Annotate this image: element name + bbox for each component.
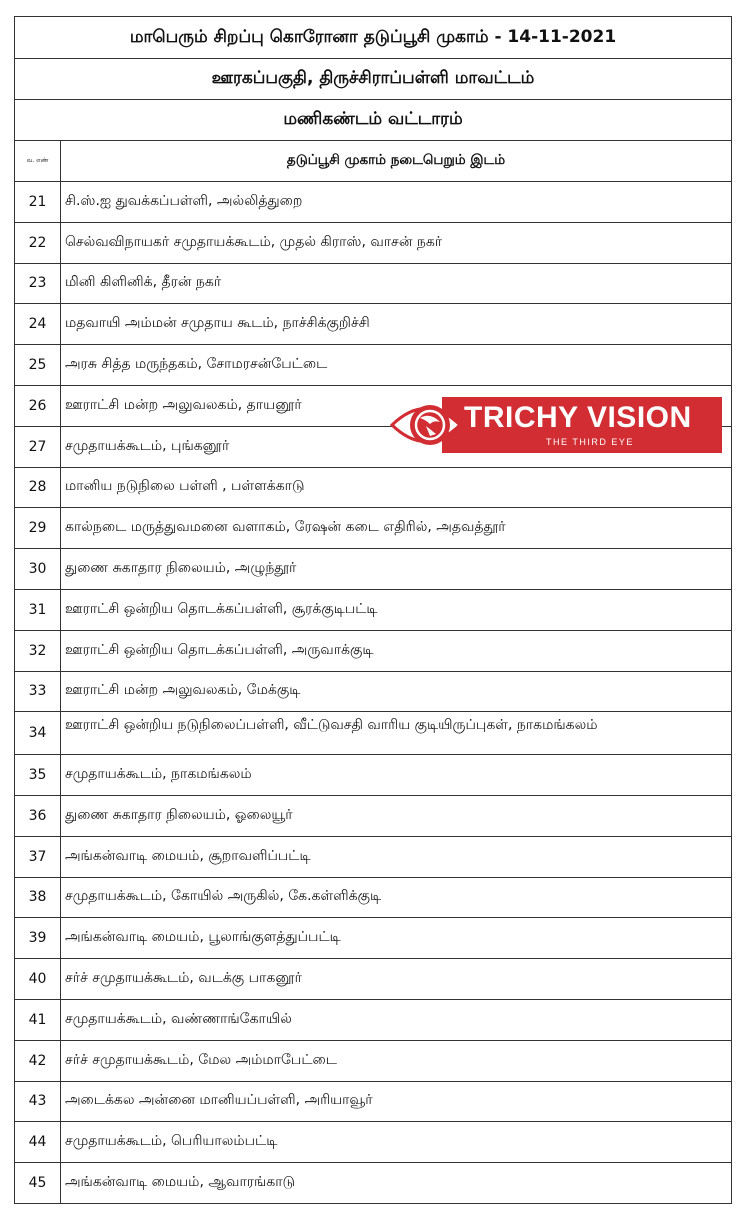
camp-location-cell: துணை சுகாதார நிலையம், ஓலையூர் bbox=[61, 795, 732, 836]
table-row bbox=[15, 1040, 732, 1081]
trichy-vision-watermark bbox=[386, 397, 722, 453]
table-row bbox=[15, 959, 732, 1000]
serial-number-cell: 32 bbox=[15, 630, 61, 671]
table-row bbox=[15, 508, 732, 549]
serial-number-cell: 24 bbox=[15, 304, 61, 345]
document-title: மாபெரும் சிறப்பு கொரோனா தடுப்பூசி முகாம் - 14-11-2021 bbox=[15, 17, 732, 59]
serial-number-cell: 33 bbox=[15, 671, 61, 712]
block-row bbox=[15, 100, 732, 141]
table-row bbox=[15, 222, 732, 263]
district-subtitle: ஊரகப்பகுதி, திருச்சிராப்பள்ளி மாவட்டம் bbox=[15, 59, 732, 100]
table-row bbox=[15, 999, 732, 1040]
camp-location-cell: சமுதாயக்கூடம், கோயில் அருகில், கே.கள்ளிக்குடி bbox=[61, 877, 732, 918]
camp-location-cell: சமுதாயக்கூடம், வண்ணாங்கோயில் bbox=[61, 999, 732, 1040]
table-row bbox=[15, 182, 732, 223]
camp-location-cell: அங்கன்வாடி மையம், பூலாங்குளத்துப்பட்டி bbox=[61, 918, 732, 959]
camp-location-cell: அங்கன்வாடி மையம், ஆவாரங்காடு bbox=[61, 1163, 732, 1204]
camp-location-cell bbox=[61, 712, 732, 755]
table-row bbox=[15, 1081, 732, 1122]
serial-number-cell: 30 bbox=[15, 549, 61, 590]
camp-location-cell: ஊராட்சி மன்ற அலுவலகம், மேக்குடி bbox=[61, 671, 732, 712]
camp-location-cell: சி.ஸ்.ஐ துவக்கப்பள்ளி, அல்லித்துறை bbox=[61, 182, 732, 223]
serial-number-cell: 43 bbox=[15, 1081, 61, 1122]
serial-number-cell: 34 bbox=[15, 712, 61, 755]
table-row bbox=[15, 1122, 732, 1163]
table-row bbox=[15, 630, 732, 671]
camp-location-cell: சர்ச் சமுதாயக்கூடம், மேல அம்மாபேட்டை bbox=[61, 1040, 732, 1081]
table-row bbox=[15, 1163, 732, 1204]
camp-location-cell: சமுதாயக்கூடம், புங்கனூர் bbox=[61, 426, 732, 467]
serial-number-cell: 41 bbox=[15, 999, 61, 1040]
table-row bbox=[15, 918, 732, 959]
serial-number-cell: 23 bbox=[15, 263, 61, 304]
camp-location-cell: துணை சுகாதார நிலையம், அழுந்தூர் bbox=[61, 549, 732, 590]
serial-number-cell: 39 bbox=[15, 918, 61, 959]
camp-location-cell: மினி கிளினிக், தீரன் நகர் bbox=[61, 263, 732, 304]
serial-number-cell: 29 bbox=[15, 508, 61, 549]
camp-location-cell: சர்ச் சமுதாயக்கூடம், வடக்கு பாகனூர் bbox=[61, 959, 732, 1000]
table-row bbox=[15, 795, 732, 836]
place-column-header: தடுப்பூசி முகாம் நடைபெறும் இடம் bbox=[61, 141, 732, 182]
serial-number-cell: 28 bbox=[15, 467, 61, 508]
table-row bbox=[15, 836, 732, 877]
serial-number-cell: 31 bbox=[15, 589, 61, 630]
camp-location-cell: அடைக்கல அன்னை மானியப்பள்ளி, அரியாவூர் bbox=[61, 1081, 732, 1122]
serial-number-cell: 27 bbox=[15, 426, 61, 467]
serial-number-cell: 25 bbox=[15, 345, 61, 386]
camp-list-document bbox=[14, 16, 732, 1204]
serial-number-cell: 22 bbox=[15, 222, 61, 263]
camp-location-cell: அரசு சித்த மருந்தகம், சோமரசன்பேட்டை bbox=[61, 345, 732, 386]
camp-location-cell: அங்கன்வாடி மையம், சூறாவளிப்பட்டி bbox=[61, 836, 732, 877]
serial-number-cell: 40 bbox=[15, 959, 61, 1000]
serial-number-cell: 36 bbox=[15, 795, 61, 836]
serial-number-cell: 38 bbox=[15, 877, 61, 918]
table-row bbox=[15, 671, 732, 712]
table-row bbox=[15, 304, 732, 345]
watermark-brand: TRICHY VISION bbox=[464, 401, 692, 434]
serial-number-cell: 37 bbox=[15, 836, 61, 877]
camp-location-cell: மானிய நடுநிலை பள்ளி , பள்ளக்காடு bbox=[61, 467, 732, 508]
table-row bbox=[15, 263, 732, 304]
block-name: மணிகண்டம் வட்டாரம் bbox=[15, 100, 732, 141]
camp-location-cell: மதவாயி அம்மன் சமுதாய கூடம், நாச்சிக்குறிச்சி bbox=[61, 304, 732, 345]
camp-location-text: ஊராட்சி ஒன்றிய நடுநிலைப்பள்ளி, வீட்டுவசதி வாரிய குடியிருப்புகள், நாகமங்கலம் bbox=[65, 717, 598, 734]
camp-location-cell: சமுதாயக்கூடம், பெரியாலம்பட்டி bbox=[61, 1122, 732, 1163]
serial-column-header: வ. எண் bbox=[15, 141, 61, 182]
camp-location-cell: செல்வவிநாயகர் சமுதாயக்கூடம், முதல் கிராஸ், வாசன் நகர் bbox=[61, 222, 732, 263]
table-row bbox=[15, 877, 732, 918]
serial-number-cell: 42 bbox=[15, 1040, 61, 1081]
table-row bbox=[15, 755, 732, 796]
serial-number-cell: 45 bbox=[15, 1163, 61, 1204]
title-row bbox=[15, 17, 732, 59]
eye-logo-icon bbox=[390, 398, 462, 452]
serial-number-cell: 35 bbox=[15, 755, 61, 796]
camp-table bbox=[14, 16, 732, 1204]
camp-location-cell: சமுதாயக்கூடம், நாகமங்கலம் bbox=[61, 755, 732, 796]
table-row bbox=[15, 345, 732, 386]
table-row bbox=[15, 712, 732, 755]
table-row bbox=[15, 467, 732, 508]
subtitle-row bbox=[15, 59, 732, 100]
table-row bbox=[15, 549, 732, 590]
camp-location-cell: ஊராட்சி ஒன்றிய தொடக்கப்பள்ளி, சூரக்குடிபட்டி bbox=[61, 589, 732, 630]
table-row bbox=[15, 589, 732, 630]
column-header-row bbox=[15, 141, 732, 182]
camp-location-cell: கால்நடை மருத்துவமனை வளாகம், ரேஷன் கடை எதிரில், அதவத்தூர் bbox=[61, 508, 732, 549]
camp-location-cell: ஊராட்சி மன்ற அலுவலகம், தாயனூர் bbox=[61, 385, 732, 426]
serial-number-cell: 21 bbox=[15, 182, 61, 223]
watermark-tagline: THE THIRD EYE bbox=[546, 437, 634, 447]
serial-number-cell: 44 bbox=[15, 1122, 61, 1163]
camp-location-cell: ஊராட்சி ஒன்றிய தொடக்கப்பள்ளி, அருவாக்குடி bbox=[61, 630, 732, 671]
serial-number-cell: 26 bbox=[15, 385, 61, 426]
